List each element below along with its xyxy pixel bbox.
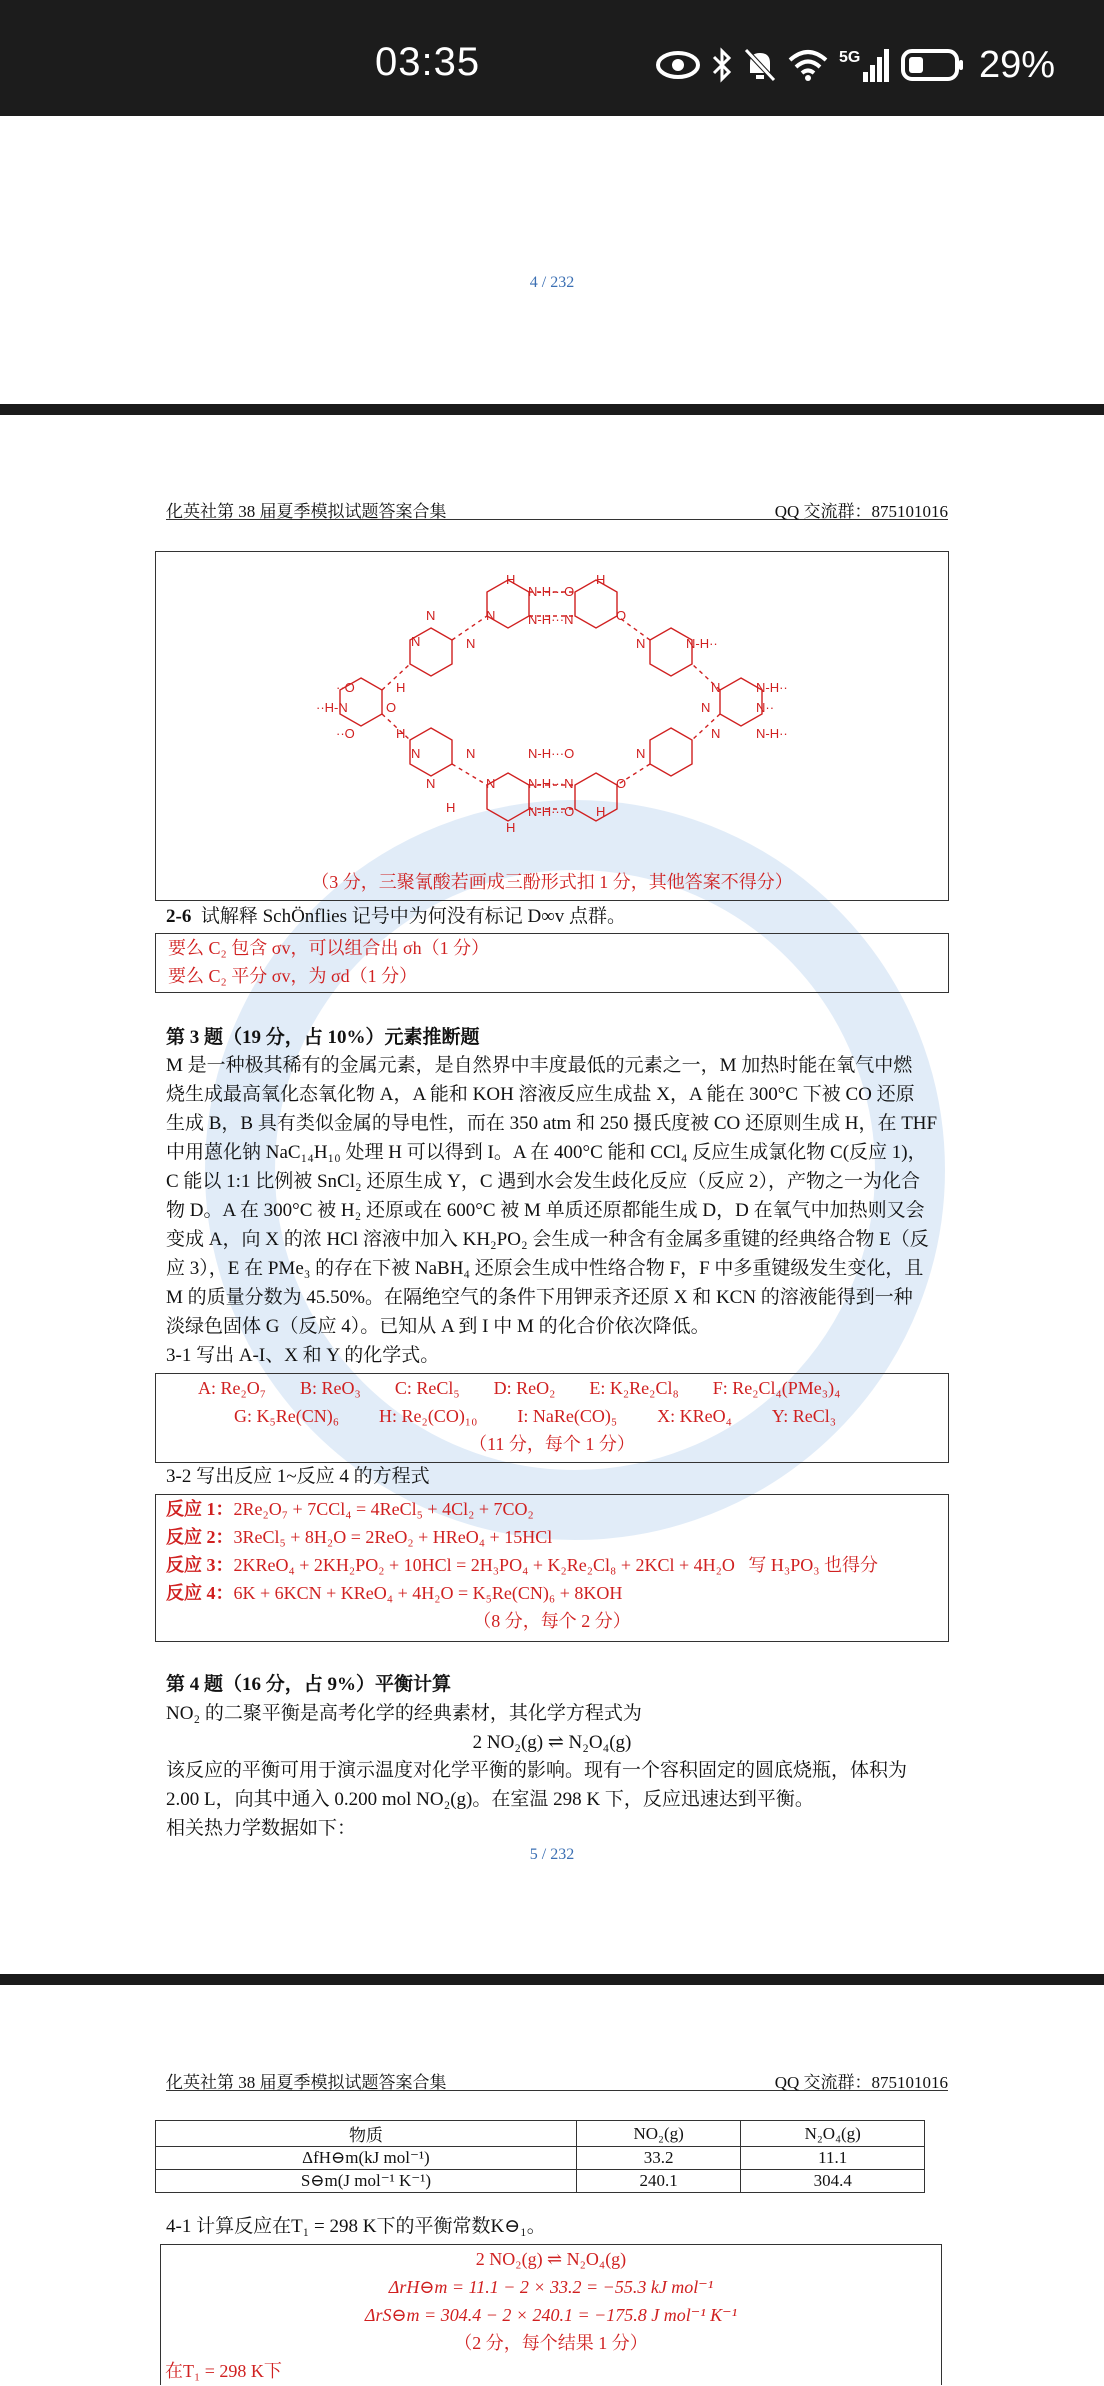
reaction-line [166, 1523, 552, 1552]
wifi-icon [787, 48, 829, 82]
svg-text:N: N [426, 608, 436, 623]
question-4-1-prompt: 4-1 计算反应在T₁ = 298 K下的平衡常数K⊖₁。 [166, 2216, 546, 2237]
svg-text:N: N [701, 700, 711, 715]
svg-text:··H-N: ··H-N [316, 700, 348, 715]
table-row [156, 2147, 925, 2170]
formula: Y: ReCl₃ [771, 1406, 837, 1426]
question-number: 2-6 [166, 906, 192, 927]
body-line: 烧生成最高氧化态氧化物 A，A 能和 KOH 溶液反应生成盐 X，A 能在 300°C 下被 CO 还原 [166, 1084, 915, 1105]
answer-box-4-1 [160, 2244, 942, 2385]
svg-text:N: N [636, 636, 646, 651]
svg-text:N-H···O: N-H···O [528, 804, 575, 819]
question-4-body: 该反应的平衡可用于演示温度对化学平衡的影响。现有一个容积固定的圆底烧瓶，体积为 [166, 1760, 908, 1781]
answer-entropy: ΔrS⊖m = 304.4 − 2 × 240.1 = −175.8 J mol⁻¹ K⁻¹ [364, 2305, 738, 2325]
question-4-equation: 2 NO₂(g) ⇌ N₂O₄(g) [472, 1732, 632, 1753]
svg-text:5G: 5G [839, 49, 861, 66]
body-line: C 能以 1:1 比例被 SnCl₂ 还原生成 Y，C 遇到水会发生歧化反应（反应 2），产物之一为化合 [166, 1171, 920, 1192]
svg-text:··O: ··O [336, 680, 355, 695]
answer-line: 在T₁ = 298 K下 [165, 2361, 282, 2381]
formula: X: KReO₄ [657, 1406, 732, 1426]
body-line: 变成 A，向 X 的浓 HCl 溶液中加入 KH₂PO₂ 会生成一种含有金属多重键的经典络合物 E（反 [166, 1229, 929, 1250]
formula: C: ReCl₅ [394, 1378, 460, 1398]
battery-percent: 29% [979, 43, 1056, 86]
table-header-cell: NO₂(g) [576, 2121, 741, 2147]
formula-row [198, 1374, 938, 1403]
battery-icon [901, 48, 965, 82]
svg-text:O: O [386, 700, 397, 715]
question-3-1-prompt: 3-1 写出 A-I、X 和 Y 的化学式。 [166, 1345, 440, 1366]
page-separator [0, 404, 1104, 415]
table-header-cell: 物质 [156, 2121, 577, 2147]
svg-text:N-H···N: N-H···N [528, 776, 574, 791]
reaction-equation: 2KReO₄ + 2KH₂PO₂ + 10HCl = 2H₃PO₄ + K₂Re₂Cl₈ + 2KCl + 4H₂O [233, 1555, 735, 1575]
page-header [166, 2068, 948, 2091]
score-note: （11 分，每个 1 分） [469, 1434, 635, 1454]
signal-5g-icon [839, 46, 891, 84]
svg-text:N··: N·· [756, 700, 775, 715]
question-2-6 [166, 902, 626, 931]
reaction-label: 反应 3： [166, 1555, 234, 1575]
eye-icon [655, 50, 701, 80]
body-line: 生成 B，B 具有类似金属的导电性，而在 350 atm 和 250 摄氏度被 CO 还原则生成 H，在 THF [166, 1113, 938, 1134]
formula: I: NaRe(CO)₅ [517, 1406, 618, 1426]
question-3-title: 第 3 题（19 分，占 10%）元素推断题 [166, 1027, 480, 1048]
svg-text:N: N [466, 746, 476, 761]
page-number-label: 5 / 232 [529, 1846, 575, 1863]
table-row [156, 2170, 925, 2193]
svg-text:O: O [616, 608, 627, 623]
question-3-2-prompt: 3-2 写出反应 1~反应 4 的方程式 [166, 1466, 430, 1487]
hydrogen-bond-network-diagram [156, 552, 948, 872]
svg-text:N: N [711, 680, 721, 695]
svg-text:N-H··: N-H·· [756, 726, 788, 741]
svg-text:N: N [636, 746, 646, 761]
reaction-line [166, 1579, 622, 1608]
formula: B: ReO₃ [300, 1378, 361, 1398]
score-note: （2 分，每个结果 1 分） [454, 2333, 648, 2353]
formula: F: Re₂Cl₄(PMe₃)₄ [712, 1378, 841, 1398]
status-icons [655, 40, 1055, 90]
formula: A: Re₂O₇ [198, 1378, 267, 1398]
svg-text:N: N [411, 746, 421, 761]
answer-box-3-2 [155, 1494, 949, 1642]
formula-row [234, 1402, 914, 1431]
svg-text:H: H [596, 572, 606, 587]
question-4-intro: NO₂ 的二聚平衡是高考化学的经典素材，其化学方程式为 [166, 1703, 642, 1724]
svg-text:N-H···O: N-H···O [528, 746, 575, 761]
thermodynamic-data-table [155, 2120, 925, 2193]
question-3-body [166, 1051, 946, 1341]
reaction-note: 写 H₃PO₃ 也得分 [748, 1555, 878, 1575]
svg-text:N: N [486, 776, 496, 791]
reaction-label: 反应 2： [166, 1527, 234, 1547]
header-qq: QQ 交流群：875101016 [774, 502, 948, 521]
table-cell: ΔfH⊖m(kJ mol⁻¹) [156, 2147, 577, 2170]
formula: H: Re₂(CO)₁₀ [379, 1406, 478, 1426]
reaction-equation: 3ReCl₅ + 8H₂O = 2ReO₂ + HReO₄ + 15HCl [233, 1527, 553, 1547]
body-line: M 是一种极其稀有的金属元素，是自然界中丰度最低的元素之一，M 加热时能在氧气中燃 [166, 1055, 913, 1076]
answer-line: 要么 C₂ 平分 σv，为 σd（1 分） [168, 966, 418, 986]
question-prompt: 试解释 SchÖnflies 记号中为何没有标记 D∞v 点群。 [200, 906, 627, 927]
formula: E: K₂Re₂Cl₈ [589, 1378, 679, 1398]
table-cell: 240.1 [576, 2170, 741, 2193]
table-cell: 304.4 [741, 2170, 925, 2193]
svg-text:··O: ··O [336, 726, 355, 741]
header-title: 化英社第 38 届夏季模拟试题答案合集 [166, 2073, 447, 2092]
figure-box [155, 551, 949, 901]
score-note: （8 分，每个 2 分） [473, 1611, 631, 1631]
reaction-line [166, 1495, 534, 1524]
formula: G: K₅Re(CN)₆ [234, 1406, 340, 1426]
svg-text:N: N [466, 636, 476, 651]
svg-text:N-H··: N-H·· [686, 636, 718, 651]
svg-text:N: N [426, 776, 436, 791]
body-line: 淡绿色固体 G（反应 4）。已知从 A 到 I 中 M 的化合价依次降低。 [166, 1316, 710, 1337]
figure-caption: （3 分，三聚氰酸若画成三酚形式扣 1 分，其他答案不得分） [311, 872, 793, 892]
table-header-row [156, 2121, 925, 2147]
svg-text:H: H [596, 804, 606, 819]
body-line: 中用蒽化钠 NaC₁₄H₁₀ 处理 H 可以得到 I。A 在 400°C 能和 CCl₄ 反应生成氯化物 C(反应 1)， [166, 1142, 927, 1163]
formula: D: ReO₂ [493, 1378, 556, 1398]
question-4-body: 相关热力学数据如下： [166, 1818, 357, 1839]
answer-equation: 2 NO₂(g) ⇌ N₂O₄(g) [475, 2249, 627, 2269]
svg-text:N: N [711, 726, 721, 741]
svg-text:H: H [506, 820, 516, 835]
header-qq: QQ 交流群：875101016 [774, 2073, 948, 2092]
svg-text:O: O [616, 776, 627, 791]
svg-text:H: H [506, 572, 516, 587]
table-cell: 11.1 [741, 2147, 925, 2170]
answer-box-2-6 [155, 933, 949, 993]
reaction-label: 反应 1： [166, 1499, 234, 1519]
answer-enthalpy: ΔrH⊖m = 11.1 − 2 × 33.2 = −55.3 kJ mol⁻¹ [388, 2277, 714, 2297]
svg-text:H: H [446, 800, 456, 815]
table-cell: S⊖m(J mol⁻¹ K⁻¹) [156, 2170, 577, 2193]
page-separator [0, 1974, 1104, 1985]
body-line: 物 D。A 在 300°C 被 H₂ 还原或在 600°C 被 M 单质还原都能生成 D，D 在氧气中加热则又会 [166, 1200, 925, 1221]
body-line: 应 3），E 在 PMe₃ 的存在下被 NaBH₄ 还原会生成中性络合物 F，F 中多重键级发生变化，且 [166, 1258, 924, 1279]
reaction-equation: 2Re₂O₇ + 7CCl₄ = 4ReCl₅ + 4Cl₂ + 7CO₂ [233, 1499, 534, 1519]
clock: 03:35 [375, 40, 481, 84]
table-cell: 33.2 [576, 2147, 741, 2170]
question-4-title: 第 4 题（16 分，占 9%）平衡计算 [166, 1674, 452, 1695]
bluetooth-icon [711, 47, 733, 83]
header-title: 化英社第 38 届夏季模拟试题答案合集 [166, 502, 447, 521]
svg-text:N-H··: N-H·· [756, 680, 788, 695]
page-number-label: 4 / 232 [529, 274, 575, 291]
answer-box-3-1 [155, 1373, 949, 1463]
reaction-line [166, 1551, 878, 1580]
table-header-cell: N₂O₄(g) [741, 2121, 925, 2147]
svg-text:N: N [411, 634, 421, 649]
reaction-label: 反应 4： [166, 1583, 234, 1603]
body-line: M 的质量分数为 45.50%。在隔绝空气的条件下用钾汞齐还原 X 和 KCN 的溶液能得到一种 [166, 1287, 913, 1308]
svg-text:N-H···O: N-H···O [528, 584, 575, 599]
reaction-equation: 6K + 6KCN + KReO₄ + 4H₂O = K₅Re(CN)₆ + 8KOH [233, 1583, 623, 1603]
status-bar [0, 0, 1104, 116]
page-header [166, 497, 948, 520]
question-4-body: 2.00 L，向其中通入 0.200 mol NO₂(g)。在室温 298 K 下，反应迅速达到平衡。 [166, 1789, 814, 1810]
svg-text:H: H [396, 726, 406, 741]
svg-text:H: H [396, 680, 406, 695]
answer-line: 要么 C₂ 包含 σv，可以组合出 σh（1 分） [168, 938, 490, 958]
svg-text:N-H···N: N-H···N [528, 612, 574, 627]
bell-off-icon [743, 47, 777, 83]
svg-text:N: N [486, 608, 496, 623]
